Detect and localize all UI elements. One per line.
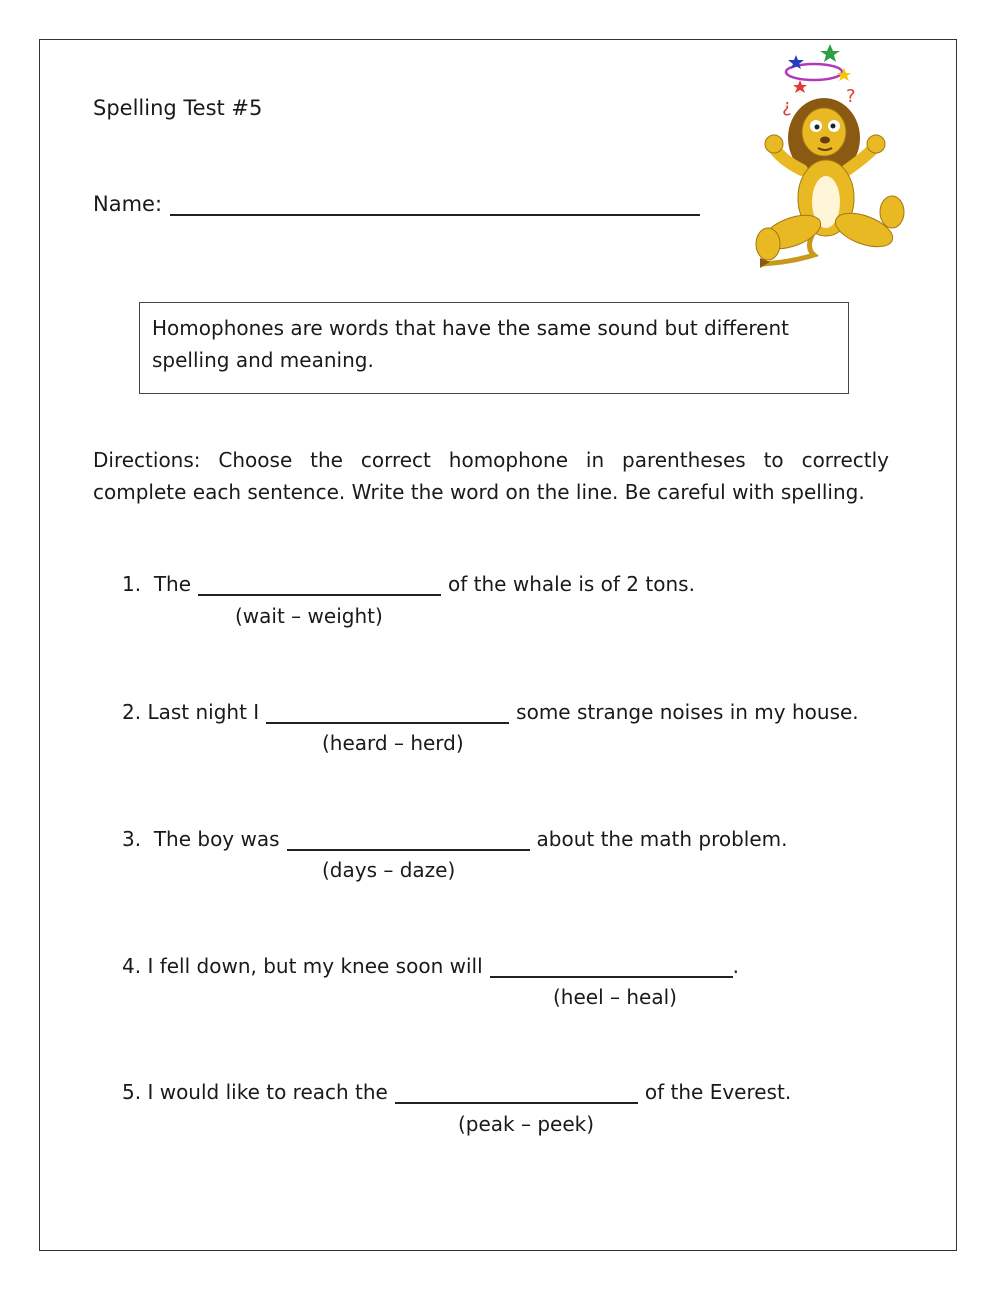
name-row (93, 192, 700, 216)
answer-blank-4[interactable] (490, 956, 733, 978)
hint-4: (heel – heal) (553, 985, 677, 1009)
hint-2: (heard – herd) (322, 731, 464, 755)
question-number: 1. (122, 572, 142, 596)
hint-1: (wait – weight) (235, 604, 383, 628)
definition-text: Homophones are words that have the same sound but different spelling and meaning. (152, 316, 789, 372)
question-text-after: . (732, 954, 739, 978)
question-text-after: of the whale is of 2 tons. (448, 572, 695, 596)
question-text-before: The boy was (153, 827, 280, 851)
answer-blank-5[interactable] (395, 1082, 638, 1104)
question-number: 4. (122, 954, 142, 978)
question-number: 2. (122, 700, 142, 724)
answer-blank-3[interactable] (287, 829, 530, 851)
hint-5: (peak – peek) (458, 1112, 595, 1136)
svg-text:¿: ¿ (782, 96, 792, 117)
name-field[interactable] (170, 192, 700, 216)
question-text-before: Last night I (147, 700, 260, 724)
question-text-after: of the Everest. (644, 1080, 792, 1104)
question-text-after: some strange noises in my house. (516, 700, 859, 724)
question-5 (122, 1080, 791, 1104)
name-label: Name: (93, 192, 163, 216)
question-number: 5. (122, 1080, 142, 1104)
question-text-after: about the math problem. (536, 827, 788, 851)
question-2 (122, 700, 859, 724)
question-4 (122, 954, 739, 978)
question-text-before: The (153, 572, 192, 596)
question-number: 3. (122, 827, 142, 851)
question-text-before: I would like to reach the (147, 1080, 388, 1104)
definition-box (139, 302, 849, 394)
question-text-before: I fell down, but my knee soon will (147, 954, 483, 978)
question-3 (122, 827, 788, 851)
dizzy-lion-illustration (752, 40, 922, 270)
answer-blank-1[interactable] (198, 574, 441, 596)
directions-text: Directions: Choose the correct homophone in parentheses to correctly complete each sentence. Write the word on the line. Be careful with spelling. (93, 448, 889, 504)
svg-text:?: ? (846, 86, 856, 107)
answer-blank-2[interactable] (266, 702, 509, 724)
question-1 (122, 572, 695, 596)
hint-3: (days – daze) (322, 858, 456, 882)
worksheet-title: Spelling Test #5 (93, 96, 263, 120)
